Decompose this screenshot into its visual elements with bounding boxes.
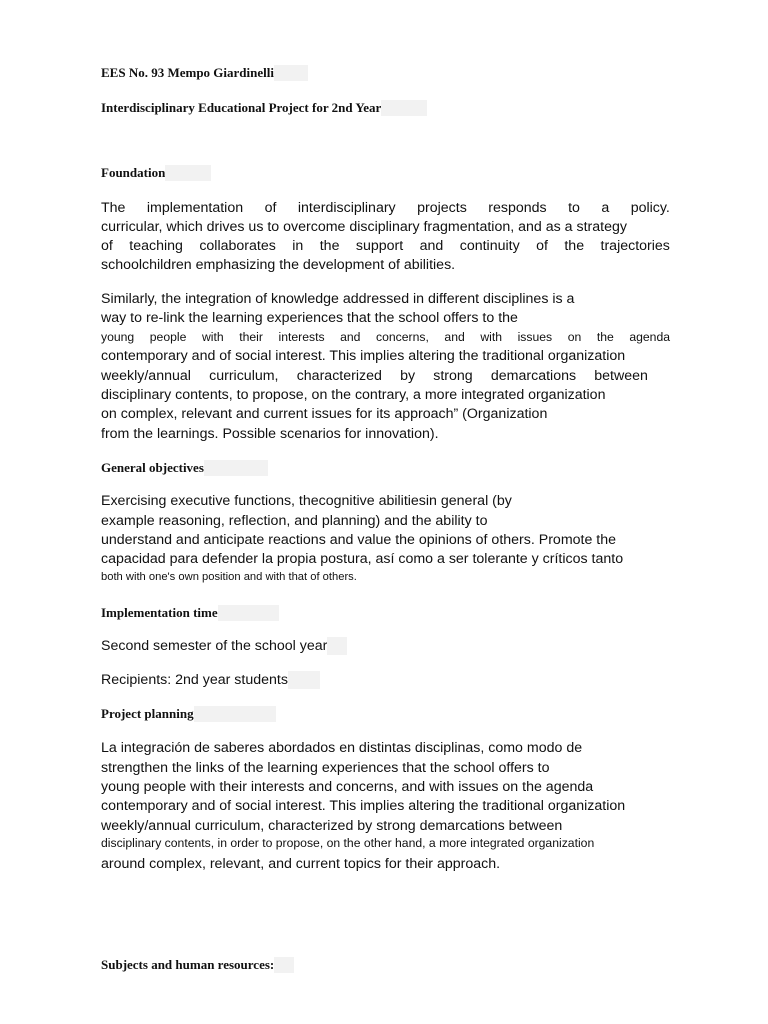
word: issues [517, 330, 553, 344]
school-name [101, 65, 308, 81]
planning-line4: contemporary and of social interest. This implies altering the traditional organization [101, 798, 626, 814]
word: collaborates [199, 238, 276, 254]
subjects-heading-text: Subjects and human resources: [101, 957, 275, 972]
word: with [480, 330, 503, 344]
word: interdisciplinary [297, 200, 396, 216]
objectives-heading [101, 460, 268, 476]
word: agenda [629, 330, 670, 344]
foundation-p2-line1: Similarly, the integration of knowledge addressed in different disciplines is a [101, 291, 575, 307]
word: interests [278, 330, 325, 344]
word: support [355, 238, 404, 254]
word: the [319, 238, 340, 254]
word: concerns, [376, 330, 429, 344]
word: by [400, 368, 416, 384]
word: and [444, 330, 465, 344]
project-title [101, 100, 427, 116]
word: implementation [146, 200, 244, 216]
objectives-line2: example reasoning, reflection, and planning) and the ability to [101, 513, 488, 529]
semester-text: Second semester of the school year [101, 638, 328, 654]
word: The [101, 200, 126, 216]
word: continuity [459, 238, 520, 254]
word: and [340, 330, 361, 344]
word: in [292, 238, 304, 254]
word: of [536, 238, 548, 254]
semester-line [101, 637, 347, 655]
foundation-p2-line5 [101, 367, 648, 385]
planning-line2: strengthen the links of the learning experiences that the school offers to [101, 760, 550, 776]
foundation-p1-line3 [101, 237, 670, 255]
word: between [594, 368, 648, 384]
planning-line6: disciplinary contents, in order to propose, on the other hand, a more integrated organization [101, 836, 595, 850]
word: demarcations [490, 368, 577, 384]
highlight-mark [194, 706, 276, 722]
implementation-heading [101, 605, 279, 621]
word: a [601, 200, 610, 216]
objectives-line1: Exercising executive functions, thecognitive abilitiesin general (by [101, 493, 512, 509]
planning-heading [101, 706, 276, 722]
highlight-mark [288, 671, 320, 689]
planning-line3: young people with their interests and concerns, and with issues on the agenda [101, 779, 594, 795]
foundation-p2-line4: contemporary and of social interest. This implies altering the traditional organization [101, 348, 626, 364]
foundation-p1-line4: schoolchildren emphasizing the development of abilities. [101, 257, 456, 273]
foundation-p1-line2: curricular, which drives us to overcome disciplinary fragmentation, and as a strategy [101, 219, 627, 235]
word: on [567, 330, 582, 344]
foundation-p2-line8: from the learnings. Possible scenarios for innovation). [101, 426, 439, 442]
highlight-mark [165, 165, 211, 181]
word: characterized [296, 368, 382, 384]
highlight-mark [218, 605, 279, 621]
word: strong [433, 368, 473, 384]
foundation-p1-line1 [101, 199, 670, 217]
word: and [419, 238, 444, 254]
objectives-line4: capacidad para defender la propia postura, así como a ser tolerante y críticos tanto [101, 551, 624, 567]
foundation-p2-line7: on complex, relevant and current issues for its approach” (Organization [101, 406, 548, 422]
recipients-text: Recipients: 2nd year students [101, 672, 288, 688]
highlight-mark [327, 637, 347, 655]
word: of [101, 238, 113, 254]
school-name-text: EES No. 93 Mempo Giardinelli [101, 65, 274, 80]
implementation-heading-text: Implementation time [101, 605, 218, 620]
objectives-heading-text: General objectives [101, 460, 204, 475]
foundation-p2-line6: disciplinary contents, to propose, on the contrary, a more integrated organization [101, 387, 606, 403]
word: young [101, 330, 135, 344]
word: to [568, 200, 580, 216]
highlight-mark [381, 100, 427, 116]
objectives-line3: understand and anticipate reactions and value the opinions of others. Promote the [101, 532, 617, 548]
word: teaching [129, 238, 183, 254]
word: people [149, 330, 187, 344]
word: weekly/annual [101, 368, 191, 384]
word: of [264, 200, 277, 216]
foundation-p2-line2: way to re-link the learning experiences that the school offers to the [101, 310, 518, 326]
planning-line5: weekly/annual curriculum, characterized by strong demarcations between [101, 818, 563, 834]
word: trajectories [600, 238, 670, 254]
highlight-mark [204, 460, 268, 476]
word: with [201, 330, 224, 344]
highlight-mark [274, 957, 294, 973]
foundation-heading-text: Foundation [101, 165, 166, 180]
word: curriculum, [209, 368, 279, 384]
word: responds [488, 200, 547, 216]
planning-line7: around complex, relevant, and current topics for their approach. [101, 856, 501, 872]
highlight-mark [274, 65, 308, 81]
foundation-heading [101, 165, 211, 181]
word: their [239, 330, 263, 344]
subjects-heading [101, 957, 294, 973]
word: the [596, 330, 614, 344]
planning-heading-text: Project planning [101, 706, 194, 721]
objectives-line5: both with one's own position and with that of others. [101, 571, 357, 583]
project-title-text: Interdisciplinary Educational Project for 2nd Year [101, 100, 382, 115]
foundation-p2-line3 [101, 329, 670, 345]
planning-line1: La integración de saberes abordados en distintas disciplinas, como modo de [101, 740, 583, 756]
word: policy. [630, 200, 670, 216]
word: the [564, 238, 585, 254]
word: projects [417, 200, 467, 216]
recipients-line [101, 671, 320, 689]
